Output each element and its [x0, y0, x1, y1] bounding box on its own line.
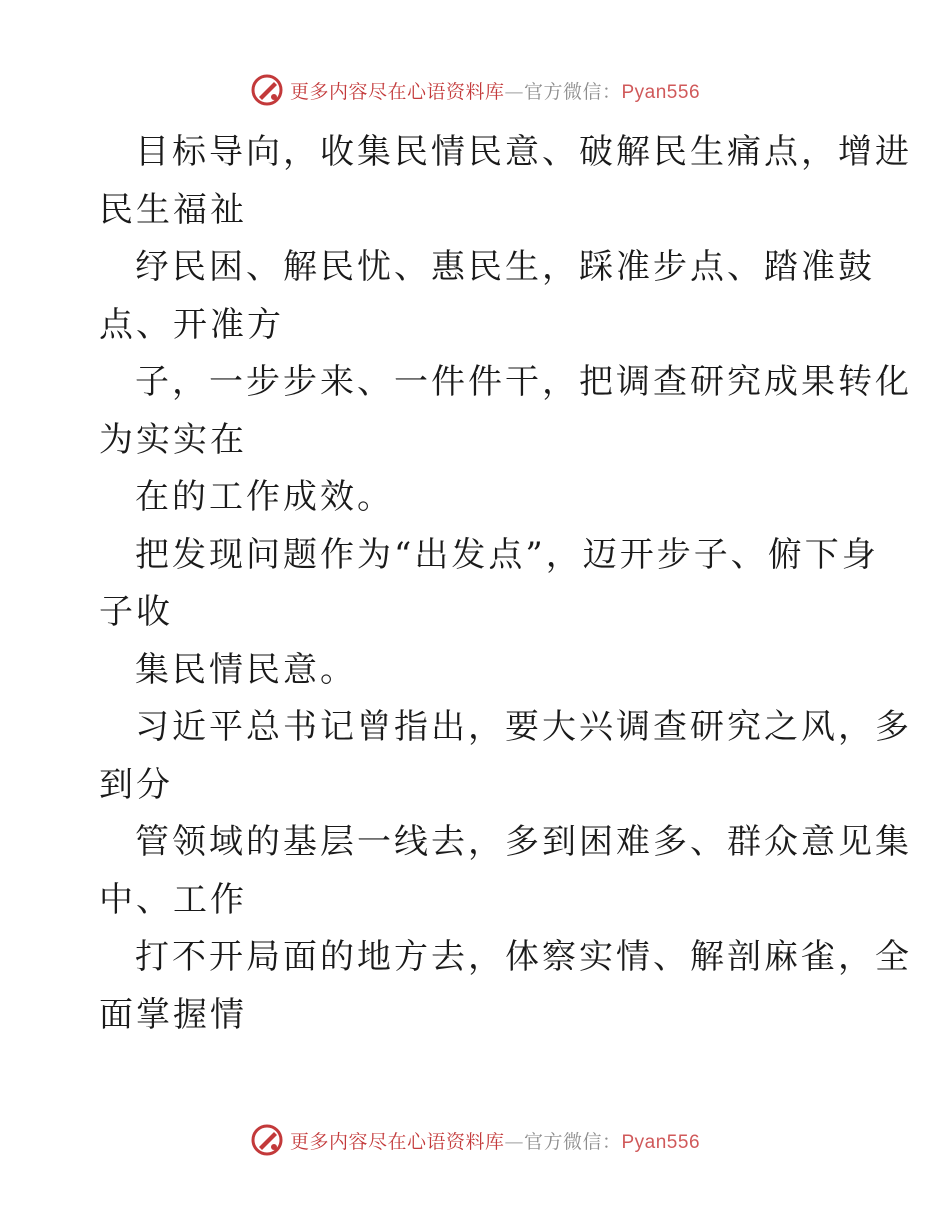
footer-watermark-banner: [0, 1120, 950, 1160]
banner-wechat-label: 官方微信：: [523, 80, 622, 103]
body-line: 中、工作: [99, 879, 247, 920]
body-line: 子，一步步来、一件件干，把调查研究成果转化: [135, 362, 912, 402]
library-logo-icon: [250, 1123, 284, 1157]
body-line: 到分: [99, 764, 173, 805]
body-line: 把发现问题作为“出发点”，迈开步子、俯下身: [135, 534, 879, 575]
body-line: 面掌握情: [99, 994, 247, 1035]
document-body: [99, 124, 912, 1044]
banner-main-text: 更多内容尽在心语资料库: [289, 80, 505, 103]
body-line: 目标导向，收集民情民意、破解民生痛点，增进: [135, 132, 912, 172]
banner-dash: —: [504, 1130, 524, 1153]
banner-account: Pyan556: [621, 81, 701, 103]
body-line: 民生福祉: [99, 189, 247, 230]
body-line: 习近平总书记曾指出，要大兴调查研究之风，多: [135, 707, 912, 747]
body-line: 在的工作成效。: [135, 477, 394, 517]
library-logo-icon: [250, 73, 284, 107]
body-line: 子收: [99, 592, 173, 632]
body-line: 纾民困、解民忧、惠民生，踩准步点、踏准鼓: [135, 247, 875, 287]
banner-main-text: 更多内容尽在心语资料库: [289, 1130, 505, 1153]
banner-account: Pyan556: [621, 1131, 701, 1153]
header-watermark-banner: [0, 70, 950, 110]
body-line: 点、开准方: [99, 304, 284, 345]
body-line: 集民情民意。: [135, 649, 357, 690]
body-line: 管领域的基层一线去，多到困难多、群众意见集: [135, 822, 912, 862]
body-line: 为实实在: [99, 419, 247, 460]
body-line: 打不开局面的地方去，体察实情、解剖麻雀，全: [135, 937, 912, 977]
banner-wechat-label: 官方微信：: [523, 1130, 622, 1153]
banner-dash: —: [504, 80, 524, 103]
